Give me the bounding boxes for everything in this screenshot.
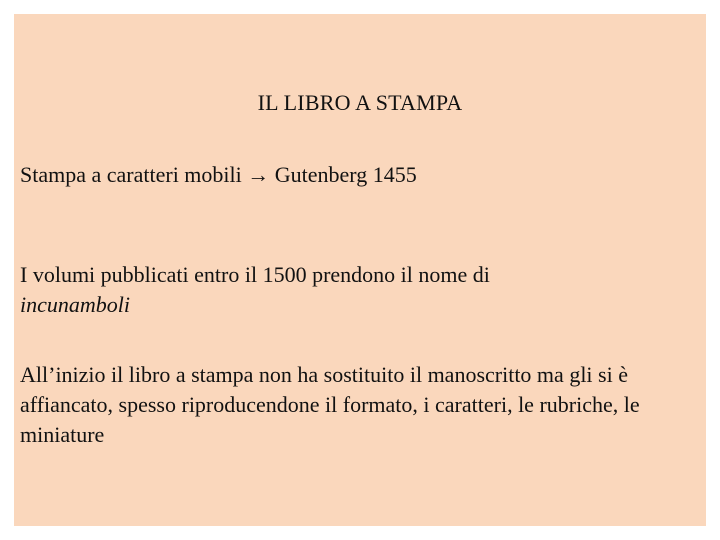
- gutenberg-line: Stampa a caratteri mobili → Gutenberg 1455: [20, 162, 417, 187]
- incunabula-paragraph: [20, 260, 690, 320]
- slide-title: IL LIBRO A STAMPA: [257, 90, 463, 115]
- incunabula-term: incunamboli: [20, 292, 130, 317]
- incunabula-text: I volumi pubblicati entro il 1500 prendono il nome di: [20, 262, 490, 287]
- slide: [14, 14, 706, 526]
- manuscript-paragraph: All’inizio il libro a stampa non ha sostituito il manoscritto ma gli si è affiancato, spesso riproducendone il formato, i caratteri, le rubriche, le miniature: [20, 362, 640, 447]
